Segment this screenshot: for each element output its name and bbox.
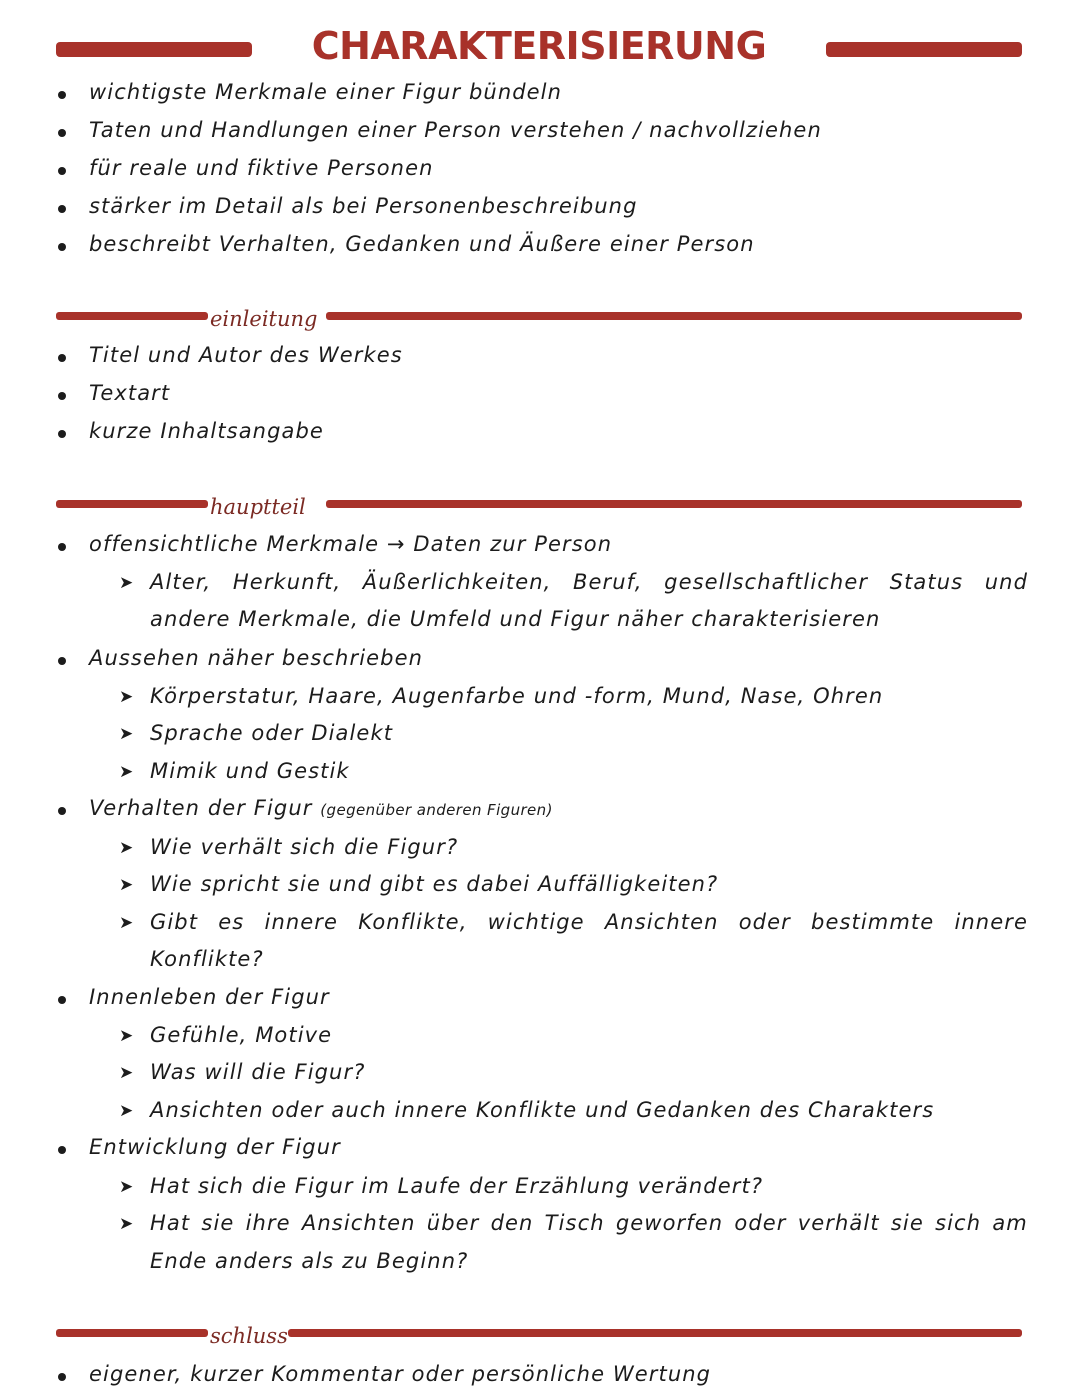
word: gesellschaftlicher: [664, 570, 869, 594]
hauptteil-sub-item: [150, 1211, 1028, 1235]
word: bestimmte: [811, 910, 935, 934]
arrow-bullet-icon: ➤: [119, 1101, 134, 1121]
arrow-bullet-icon: ➤: [119, 762, 134, 782]
section-heading: hauptteil: [210, 495, 306, 519]
section-bar-left: [56, 312, 208, 320]
arrow-bullet-icon: ➤: [119, 724, 134, 744]
section-bar-left: [56, 1329, 208, 1337]
arrow-bullet-icon: ➤: [119, 573, 134, 593]
word: Ansichten: [301, 1211, 416, 1235]
arrow-bullet-icon: ➤: [119, 1214, 134, 1234]
arrow-bullet-icon: ➤: [119, 1026, 134, 1046]
bullet-dot: [58, 129, 66, 137]
word: und: [984, 570, 1028, 594]
hauptteil-sub-item: Hat sich die Figur im Laufe der Erzählung verändert?: [150, 1174, 764, 1198]
intro-item: wichtigste Merkmale einer Figur bündeln: [89, 80, 563, 104]
word: Gibt: [150, 910, 199, 934]
word: innere: [954, 910, 1028, 934]
word: innere: [264, 910, 339, 934]
word: Ansichten: [604, 910, 719, 934]
intro-item: Taten und Handlungen einer Person verstehen / nachvollziehen: [89, 118, 822, 142]
hauptteil-sub-item: [150, 910, 1028, 934]
einleitung-item: Textart: [89, 381, 171, 405]
section-bar-left: [56, 500, 208, 508]
hauptteil-item: [89, 796, 553, 820]
bullet-dot: [58, 392, 66, 400]
word: am: [992, 1211, 1028, 1235]
bullet-dot: [58, 430, 66, 438]
word: ihre: [245, 1211, 291, 1235]
arrow-bullet-icon: ➤: [119, 875, 134, 895]
hauptteil-sub-item-cont: andere Merkmale, die Umfeld und Figur näher charakterisieren: [150, 607, 881, 631]
hauptteil-sub-item: Wie spricht sie und gibt es dabei Auffälligkeiten?: [150, 872, 719, 896]
bullet-dot: [58, 243, 66, 251]
intro-item: beschreibt Verhalten, Gedanken und Äußere einer Person: [89, 232, 755, 256]
arrow-bullet-icon: ➤: [119, 687, 134, 707]
hauptteil-sub-item: Wie verhält sich die Figur?: [150, 835, 459, 859]
word: Hat: [150, 1211, 191, 1235]
hauptteil-item: Innenleben der Figur: [89, 985, 330, 1009]
arrow-bullet-icon: ➤: [119, 1177, 134, 1197]
hauptteil-sub-item: [150, 570, 1028, 594]
title-bar-left: [56, 42, 252, 57]
arrow-bullet-icon: ➤: [119, 838, 134, 858]
word: oder: [734, 1211, 787, 1235]
bullet-dot: [58, 354, 66, 362]
hauptteil-sub-item: Ansichten oder auch innere Konflikte und Gedanken des Charakters: [150, 1098, 935, 1122]
word: Tisch: [544, 1211, 605, 1235]
bullet-dot: [58, 1146, 66, 1154]
word: Beruf,: [573, 570, 643, 594]
einleitung-item: Titel und Autor des Werkes: [89, 343, 403, 367]
bullet-dot: [58, 657, 66, 665]
arrow-bullet-icon: ➤: [119, 913, 134, 933]
hauptteil-sub-item: Sprache oder Dialekt: [150, 721, 394, 745]
einleitung-item: kurze Inhaltsangabe: [89, 419, 324, 443]
section-bar-right: [326, 312, 1022, 320]
word: über: [426, 1211, 480, 1235]
arrow-bullet-icon: ➤: [119, 1063, 134, 1083]
title-row: [56, 22, 1022, 74]
word: sie: [201, 1211, 235, 1235]
bullet-dot: [58, 91, 66, 99]
section-hauptteil: [56, 494, 1022, 522]
word: wichtige: [487, 910, 585, 934]
word: verhält: [797, 1211, 880, 1235]
word: sie: [890, 1211, 924, 1235]
hauptteil-sub-item: Mimik und Gestik: [150, 759, 350, 783]
intro-item: stärker im Detail als bei Personenbeschreibung: [89, 194, 638, 218]
word: Konflikte,: [358, 910, 468, 934]
item-note: (gegenüber anderen Figuren): [320, 801, 553, 819]
word: geworfen: [615, 1211, 724, 1235]
bullet-dot: [58, 996, 66, 1004]
section-heading: einleitung: [210, 307, 318, 331]
hauptteil-sub-item: Körperstatur, Haare, Augenfarbe und -form, Mund, Nase, Ohren: [150, 684, 884, 708]
word: den: [490, 1211, 534, 1235]
hauptteil-sub-item: Gefühle, Motive: [150, 1023, 333, 1047]
hauptteil-item: offensichtliche Merkmale → Daten zur Person: [89, 532, 613, 556]
word: Äußerlichkeiten,: [362, 570, 552, 594]
schluss-item: eigener, kurzer Kommentar oder persönliche Wertung: [89, 1362, 712, 1386]
bullet-dot: [58, 807, 66, 815]
word: sich: [935, 1211, 982, 1235]
bullet-dot: [58, 543, 66, 551]
hauptteil-sub-item: Was will die Figur?: [150, 1060, 366, 1084]
section-schluss: [56, 1323, 1022, 1351]
bullet-dot: [58, 205, 66, 213]
word: es: [218, 910, 245, 934]
hauptteil-item: Entwicklung der Figur: [89, 1135, 341, 1159]
intro-item: für reale und fiktive Personen: [89, 156, 434, 180]
title-bar-right: [826, 42, 1022, 57]
word: Alter,: [150, 570, 212, 594]
page-title: CHARAKTERISIERUNG: [311, 24, 767, 68]
bullet-dot: [58, 167, 66, 175]
section-bar-right: [288, 1329, 1022, 1337]
hauptteil-sub-item-cont: Ende anders als zu Beginn?: [150, 1249, 469, 1273]
section-bar-right: [326, 500, 1022, 508]
item-text: Verhalten der Figur: [89, 796, 313, 820]
word: Status: [889, 570, 964, 594]
word: Herkunft,: [232, 570, 342, 594]
hauptteil-item: Aussehen näher beschrieben: [89, 646, 424, 670]
word: oder: [738, 910, 791, 934]
hauptteil-sub-item-cont: Konflikte?: [150, 947, 264, 971]
bullet-dot: [58, 1373, 66, 1381]
section-einleitung: [56, 306, 1022, 334]
section-heading: schluss: [210, 1324, 288, 1348]
